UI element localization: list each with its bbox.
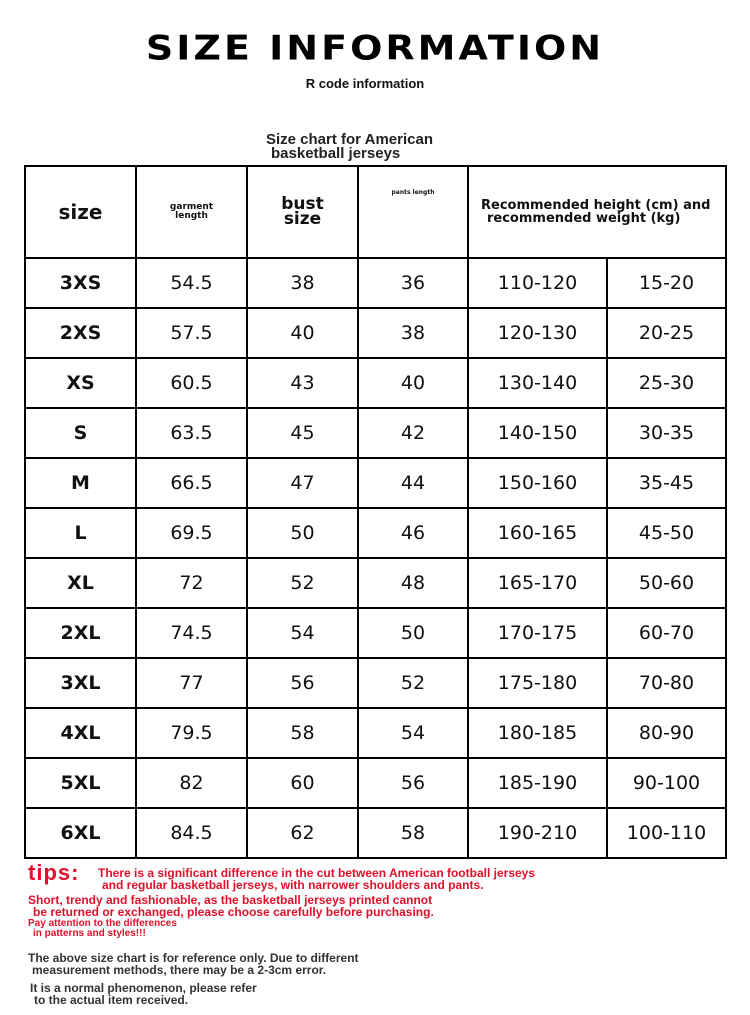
cell-bust-size: 56 xyxy=(247,658,358,708)
cell-pants-length: 54 xyxy=(358,708,468,758)
cell-size: 6XL xyxy=(25,808,136,858)
cell-garment-length: 84.5 xyxy=(136,808,247,858)
header-garment-length-line2: length xyxy=(175,211,208,221)
cell-pants-length: 52 xyxy=(358,658,468,708)
cell-recommended-height: 180-185 xyxy=(468,708,607,758)
cell-pants-length: 46 xyxy=(358,508,468,558)
table-row xyxy=(25,308,726,358)
cell-garment-length: 60.5 xyxy=(136,358,247,408)
cell-pants-length: 56 xyxy=(358,758,468,808)
cell-size: XL xyxy=(25,558,136,608)
table-row xyxy=(25,808,726,858)
cell-recommended-weight: 50-60 xyxy=(607,558,726,608)
cell-size: M xyxy=(25,458,136,508)
cell-recommended-weight: 30-35 xyxy=(607,408,726,458)
cell-recommended-weight: 15-20 xyxy=(607,258,726,308)
cell-bust-size: 62 xyxy=(247,808,358,858)
table-body xyxy=(25,258,726,858)
note2-line2: to the actual item received. xyxy=(34,993,189,1007)
cell-recommended-weight: 60-70 xyxy=(607,608,726,658)
cell-pants-length: 38 xyxy=(358,308,468,358)
cell-recommended-weight: 20-25 xyxy=(607,308,726,358)
cell-pants-length: 50 xyxy=(358,608,468,658)
cell-recommended-height: 190-210 xyxy=(468,808,607,858)
cell-recommended-height: 185-190 xyxy=(468,758,607,808)
table-row xyxy=(25,358,726,408)
cell-bust-size: 43 xyxy=(247,358,358,408)
header-recommended xyxy=(468,166,726,258)
tip3-line2: in patterns and styles!!! xyxy=(33,928,146,939)
table-row xyxy=(25,758,726,808)
cell-garment-length: 77 xyxy=(136,658,247,708)
header-pants-length: pants length xyxy=(358,166,468,258)
cell-recommended-height: 120-130 xyxy=(468,308,607,358)
tips-label: tips: xyxy=(28,860,80,885)
chart-title-line2: basketball jerseys xyxy=(271,145,401,162)
table-row xyxy=(25,658,726,708)
tip2-line1: Short, trendy and fashionable, as the basketball jerseys printed cannot xyxy=(28,893,433,907)
header-size: size xyxy=(25,166,136,258)
page-subtitle: R code information xyxy=(305,76,425,91)
cell-pants-length: 42 xyxy=(358,408,468,458)
table-row xyxy=(25,258,726,308)
cell-garment-length: 54.5 xyxy=(136,258,247,308)
table-row xyxy=(25,558,726,608)
cell-pants-length: 48 xyxy=(358,558,468,608)
cell-bust-size: 38 xyxy=(247,258,358,308)
cell-garment-length: 82 xyxy=(136,758,247,808)
cell-garment-length: 63.5 xyxy=(136,408,247,458)
tip1-line2: and regular basketball jerseys, with narrower shoulders and pants. xyxy=(102,878,484,892)
note1-line1: The above size chart is for reference only. Due to different xyxy=(28,951,359,965)
table-row xyxy=(25,408,726,458)
cell-size: L xyxy=(25,508,136,558)
cell-bust-size: 40 xyxy=(247,308,358,358)
chart-title-line1: Size chart for American xyxy=(266,131,433,148)
cell-recommended-height: 110-120 xyxy=(468,258,607,308)
note2-line1: It is a normal phenomenon, please refer xyxy=(30,981,257,995)
cell-size: 3XS xyxy=(25,258,136,308)
cell-garment-length: 66.5 xyxy=(136,458,247,508)
cell-size: 4XL xyxy=(25,708,136,758)
cell-recommended-weight: 80-90 xyxy=(607,708,726,758)
table-row xyxy=(25,708,726,758)
cell-recommended-weight: 70-80 xyxy=(607,658,726,708)
cell-pants-length: 40 xyxy=(358,358,468,408)
header-bust-line1: bust xyxy=(281,194,324,214)
cell-recommended-height: 150-160 xyxy=(468,458,607,508)
table-row xyxy=(25,608,726,658)
table-header-row xyxy=(25,166,726,258)
chart-title xyxy=(266,133,433,161)
cell-bust-size: 50 xyxy=(247,508,358,558)
cell-size: XS xyxy=(25,358,136,408)
cell-size: 2XS xyxy=(25,308,136,358)
header-garment-length xyxy=(136,166,247,258)
cell-garment-length: 57.5 xyxy=(136,308,247,358)
header-bust-size xyxy=(247,166,358,258)
cell-bust-size: 54 xyxy=(247,608,358,658)
cell-size: S xyxy=(25,408,136,458)
cell-size: 3XL xyxy=(25,658,136,708)
cell-pants-length: 58 xyxy=(358,808,468,858)
cell-recommended-weight: 90-100 xyxy=(607,758,726,808)
cell-recommended-height: 170-175 xyxy=(468,608,607,658)
cell-pants-length: 44 xyxy=(358,458,468,508)
note-reference-only xyxy=(28,952,359,976)
cell-garment-length: 72 xyxy=(136,558,247,608)
header-garment-length-line1: garment xyxy=(169,202,214,212)
header-recommended-line2: recommended weight (kg) xyxy=(487,211,681,226)
cell-bust-size: 45 xyxy=(247,408,358,458)
cell-bust-size: 58 xyxy=(247,708,358,758)
header-recommended-line1: Recommended height (cm) and xyxy=(481,198,711,213)
tip-no-returns xyxy=(28,894,434,918)
page-title: SIZE INFORMATION xyxy=(145,28,605,68)
cell-bust-size: 52 xyxy=(247,558,358,608)
cell-size: 2XL xyxy=(25,608,136,658)
cell-recommended-weight: 45-50 xyxy=(607,508,726,558)
table-row xyxy=(25,508,726,558)
cell-size: 5XL xyxy=(25,758,136,808)
cell-recommended-weight: 25-30 xyxy=(607,358,726,408)
cell-recommended-height: 165-170 xyxy=(468,558,607,608)
cell-garment-length: 74.5 xyxy=(136,608,247,658)
cell-pants-length: 36 xyxy=(358,258,468,308)
cell-bust-size: 47 xyxy=(247,458,358,508)
tip2-line2: be returned or exchanged, please choose carefully before purchasing. xyxy=(33,905,434,919)
tip-cut-difference xyxy=(98,867,535,891)
cell-recommended-height: 160-165 xyxy=(468,508,607,558)
cell-recommended-height: 130-140 xyxy=(468,358,607,408)
table-row xyxy=(25,458,726,508)
tip-pattern-differences xyxy=(28,919,177,939)
note-normal-phenomenon xyxy=(30,982,257,1006)
cell-recommended-height: 175-180 xyxy=(468,658,607,708)
cell-recommended-height: 140-150 xyxy=(468,408,607,458)
cell-bust-size: 60 xyxy=(247,758,358,808)
note1-line2: measurement methods, there may be a 2-3cm error. xyxy=(32,963,327,977)
header-bust-line2: size xyxy=(283,209,322,229)
cell-recommended-weight: 35-45 xyxy=(607,458,726,508)
tip1-line1: There is a significant difference in the cut between American football jerseys xyxy=(98,866,536,880)
cell-recommended-weight: 100-110 xyxy=(607,808,726,858)
cell-garment-length: 69.5 xyxy=(136,508,247,558)
tip3-line1: Pay attention to the differences xyxy=(28,918,177,929)
size-chart-table xyxy=(24,165,727,859)
cell-garment-length: 79.5 xyxy=(136,708,247,758)
